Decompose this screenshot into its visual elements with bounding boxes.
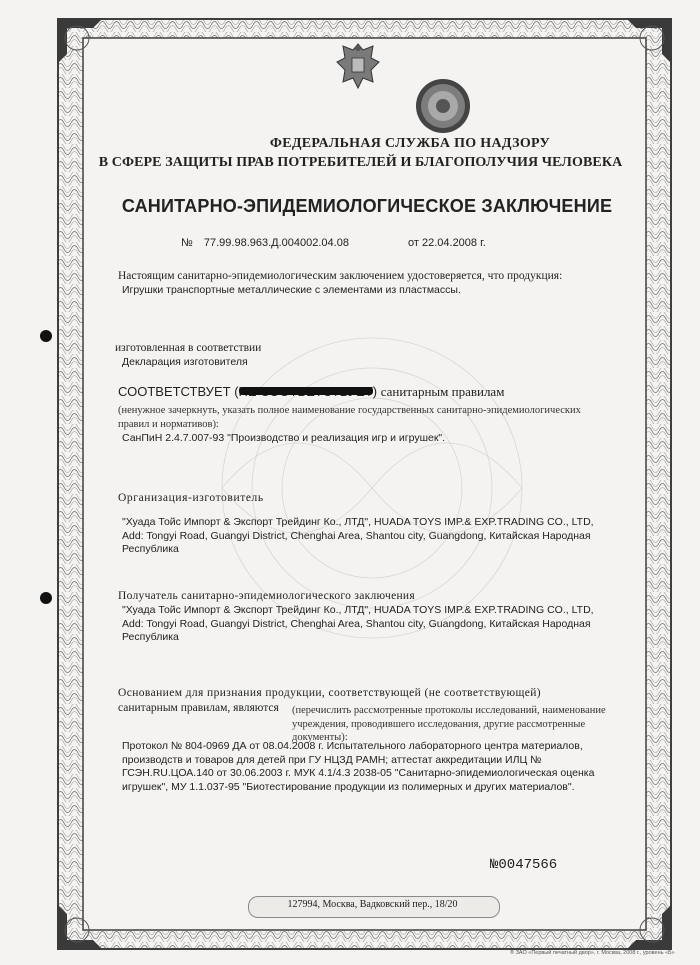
recipient-label: Получатель санитарно-эпидемиологического заключения xyxy=(118,590,415,602)
registration-number-value: 77.99.98.963.Д.004002.04.08 xyxy=(203,237,349,249)
manufactured-value: Декларация изготовителя xyxy=(122,356,248,368)
coat-of-arms-emblem xyxy=(335,40,381,92)
compliance-note: (ненужное зачеркнуть, указать полное наименование государственных санитарно-эпидемиологических правил и нормативов): xyxy=(118,405,581,430)
registration-number xyxy=(181,237,349,249)
agency-name-line1: ФЕДЕРАЛЬНАЯ СЛУЖБА ПО НАДЗОРУ xyxy=(269,136,551,151)
compliance-line: СООТВЕТСТВУЕТ ( ) санитарным правилам xyxy=(118,384,505,399)
manufacturer-value: "Хуада Тойс Импорт & Экспорт Трейдинг Ко., ЛТД", HUADA TOYS IMP.& EXP.TRADING CO., LTD, Add: Tongyi Road, Guangyi District, Chenghai Area, Shantou city, Guangdong, Китайская Народная Республика xyxy=(122,516,594,555)
hologram-seal xyxy=(415,78,471,134)
basis-label-line2: санитарным правилам, являются xyxy=(118,702,279,714)
agency-name-line2: В СФЕРЕ ЗАЩИТЫ ПРАВ ПОТРЕБИТЕЛЕЙ И БЛАГОПОЛУЧИЯ ЧЕЛОВЕКА xyxy=(98,155,623,170)
not-conforms-struck xyxy=(239,384,373,399)
rules-label: санитарным правилам xyxy=(380,384,505,399)
compliance-value: СанПиН 2.4.7.007-93 "Производство и реализация игр и игрушек". xyxy=(122,432,446,444)
printer-imprint: ® ЗАО «Первый печатный двор», г. Москва, 2008 г., уровень «Б» xyxy=(510,950,675,956)
conforms-label: СООТВЕТСТВУЕТ xyxy=(118,384,231,399)
product-intro: Настоящим санитарно-эпидемиологическим заключением удостоверяется, что продукция: xyxy=(118,270,563,282)
basis-note: (перечислить рассмотренные протоколы исследований, наименование учреждения, проводившего исследования, другие рассмотренные документы): xyxy=(292,705,606,743)
punch-hole xyxy=(40,330,52,342)
issue-date-value: 22.04.2008 г. xyxy=(421,237,486,249)
issue-date xyxy=(408,237,486,249)
number-sign: № xyxy=(181,237,193,249)
basis-value: Протокол № 804-0969 ДА от 08.04.2008 г. Испытательного лабораторного центра материалов, производств и товаров для детей при ГУ НЦЗД РАМН; аттестат аккредитации ИЛЦ № ГСЭН.RU.ЦОА.140 от 30.06.2003 г. МУК 4.1/4.3 2038-05 "Санитарно-эпидемиологическая оценка игрушек", МУ 1.1.037-95 "Биотестирование продукции из полимерных и других материалов". xyxy=(122,740,595,793)
strikethrough-mark xyxy=(239,387,373,395)
blank-serial-number: №0047566 xyxy=(490,857,558,873)
manufacturer-label: Организация-изготовитель xyxy=(118,492,264,504)
punch-hole xyxy=(40,592,52,604)
recipient-value: "Хуада Тойс Импорт & Экспорт Трейдинг Ко., ЛТД", HUADA TOYS IMP.& EXP.TRADING CO., LTD, Add: Tongyi Road, Guangyi District, Chenghai Area, Shantou city, Guangdong, Китайская Народная Республика xyxy=(122,604,594,643)
date-prefix: от xyxy=(408,237,419,249)
basis-label-line1: Основанием для признания продукции, соответствующей (не соответствующей) xyxy=(118,687,542,699)
manufactured-label: изготовленная в соответствии xyxy=(115,342,262,354)
footer-address: 127994, Москва, Вадковский пер., 18/20 xyxy=(287,899,458,910)
document-title: САНИТАРНО-ЭПИДЕМИОЛОГИЧЕСКОЕ ЗАКЛЮЧЕНИЕ xyxy=(121,196,613,216)
product-value: Игрушки транспортные металлические с элементами из пластмассы. xyxy=(122,284,461,296)
